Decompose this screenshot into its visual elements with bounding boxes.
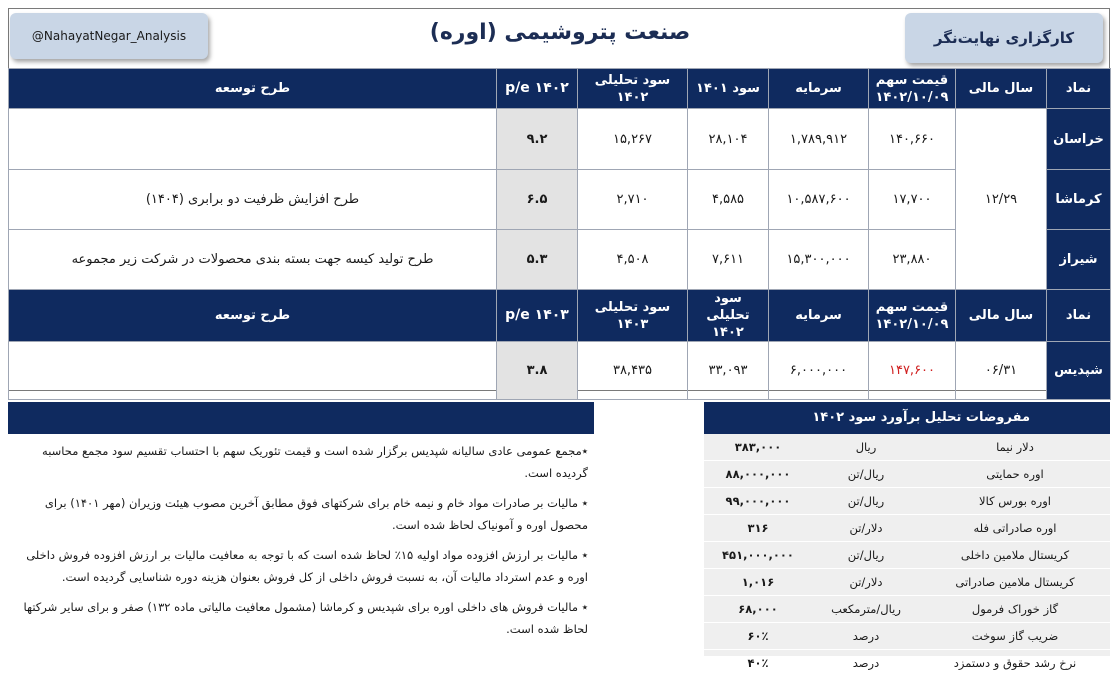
header-profit-1401: سود ۱۴۰۱ xyxy=(688,69,769,109)
header-pe: p/e ۱۴۰۲ xyxy=(497,69,578,109)
table-row xyxy=(9,342,1111,400)
header-fiscal: سال مالی xyxy=(956,290,1047,342)
assumption-label: نرخ رشد حقوق و دستمزد xyxy=(920,650,1110,677)
assumption-unit: ریال/تن xyxy=(812,461,920,488)
header-symbol: نماد xyxy=(1047,290,1111,342)
header-profit-analytic-1402: سود تحلیلی ۱۴۰۲ xyxy=(688,290,769,342)
row-pe: ۵.۳ xyxy=(497,230,578,290)
row-plan: طرح افزایش ظرفیت دو برابری (۱۴۰۴) xyxy=(9,170,497,230)
row-capital: ۱۰,۵۸۷,۶۰۰ xyxy=(769,170,869,230)
assumption-row xyxy=(704,569,1110,596)
stocks-table xyxy=(8,68,1111,400)
row-symbol: کرماشا xyxy=(1047,170,1111,230)
assumption-label: اوره بورس کالا xyxy=(920,488,1110,515)
assumption-value: ۳۸۳,۰۰۰ xyxy=(704,434,812,461)
assumption-row xyxy=(704,434,1110,461)
row-symbol: شپدیس xyxy=(1047,342,1111,400)
note-item: ٭ مالیات بر صادرات مواد خام و نیمه خام برای شرکتهای فوق مطابق آخرین مصوب هیئت وزیران (مهر ۱۴۰۱) برای محصول اوره و آمونیاک لحاظ شده است. xyxy=(44,496,588,532)
note-item: ٭ مالیات فروش های داخلی اوره برای شپدیس و کرماشا (مشمول معافیت مالیاتی ماده ۱۳۲) صفر و برای سایر شرکتها لحاظ شده است. xyxy=(23,600,588,636)
assumptions-panel xyxy=(704,434,1110,670)
table-row xyxy=(9,170,1111,230)
assumption-row xyxy=(704,596,1110,623)
note-item: ٭ مالیات بر ارزش افزوده مواد اولیه ۱۵٪ لحاظ شده است که با توجه به معافیت مالیات بر ارزش افزوده فروش داخلی اوره و عدم استرداد مالیات آن، به نسبت فروش داخلی از کل فروش بعنوان هزینه دوره شناسایی گردیده است. xyxy=(26,548,588,584)
row-plan xyxy=(9,109,497,170)
header-price: قیمت سهم ۱۴۰۲/۱۰/۰۹ xyxy=(869,290,956,342)
assumption-label: کریستال ملامین داخلی xyxy=(920,542,1110,569)
assumption-value: ۱,۰۱۶ xyxy=(704,569,812,596)
row-pe: ۳.۸ xyxy=(497,342,578,400)
assumption-value: ۶۰٪ xyxy=(704,623,812,650)
row-pe: ۶.۵ xyxy=(497,170,578,230)
row-profit-analytic: ۴,۵۰۸ xyxy=(578,230,688,290)
row-capital: ۱,۷۸۹,۹۱۲ xyxy=(769,109,869,170)
handle-badge xyxy=(10,13,208,59)
assumption-value: ۹۹,۰۰۰,۰۰۰ xyxy=(704,488,812,515)
header-plan: طرح توسعه xyxy=(9,290,497,342)
header-price: قیمت سهم ۱۴۰۲/۱۰/۰۹ xyxy=(869,69,956,109)
assumption-row xyxy=(704,542,1110,569)
assumption-label: اوره حمایتی xyxy=(920,461,1110,488)
table2-header-row xyxy=(9,290,1111,342)
row-profit-1401: ۷,۶۱۱ xyxy=(688,230,769,290)
row-profit-analytic-1403: ۳۸,۴۳۵ xyxy=(578,342,688,400)
row-symbol: شیراز xyxy=(1047,230,1111,290)
row-profit-analytic-1402: ۳۳,۰۹۳ xyxy=(688,342,769,400)
notes-section xyxy=(8,440,594,655)
assumption-unit: دلار/تن xyxy=(812,515,920,542)
table-row xyxy=(9,230,1111,290)
assumption-unit: ریال xyxy=(812,434,920,461)
assumption-value: ۴۵۱,۰۰۰,۰۰۰ xyxy=(704,542,812,569)
assumptions-title: مفروضات تحلیل برآورد سود ۱۴۰۲ xyxy=(704,402,1110,434)
assumption-unit: درصد xyxy=(812,623,920,650)
note-item: ٭مجمع عمومی عادی سالیانه شپدیس برگزار شده است و قیمت تئوریک سهم با احتساب تقسیم سود مجمع محاسبه گردیده است. xyxy=(42,444,588,480)
row-price: ۱۷,۷۰۰ xyxy=(869,170,956,230)
assumption-label: اوره صادراتی فله xyxy=(920,515,1110,542)
assumption-unit: ریال/مترمکعب xyxy=(812,596,920,623)
assumption-row xyxy=(704,461,1110,488)
assumption-unit: ریال/تن xyxy=(812,488,920,515)
assumption-value: ۳۱۶ xyxy=(704,515,812,542)
fiscal-year-cell: ۱۲/۲۹ xyxy=(956,109,1047,290)
row-capital: ۱۵,۳۰۰,۰۰۰ xyxy=(769,230,869,290)
assumptions-table xyxy=(704,434,1110,677)
assumption-row xyxy=(704,623,1110,650)
row-profit-analytic: ۲,۷۱۰ xyxy=(578,170,688,230)
assumption-label: کریستال ملامین صادراتی xyxy=(920,569,1110,596)
assumption-label: ضریب گاز سوخت xyxy=(920,623,1110,650)
broker-name: کارگزاری نهایت‌نگر xyxy=(933,29,1075,47)
row-price: ۲۳,۸۸۰ xyxy=(869,230,956,290)
row-profit-1401: ۴,۵۸۵ xyxy=(688,170,769,230)
assumption-unit: ریال/تن xyxy=(812,542,920,569)
header-pe: p/e ۱۴۰۳ xyxy=(497,290,578,342)
assumption-value: ۸۸,۰۰۰,۰۰۰ xyxy=(704,461,812,488)
assumption-unit: درصد xyxy=(812,650,920,677)
table-row xyxy=(9,109,1111,170)
assumption-row xyxy=(704,515,1110,542)
header-fiscal: سال مالی xyxy=(956,69,1047,109)
row-price: ۱۴۷,۶۰۰ xyxy=(869,342,956,400)
header-profit-analytic-1403: سود تحلیلی ۱۴۰۳ xyxy=(578,290,688,342)
assumption-row xyxy=(704,488,1110,515)
row-profit-1401: ۲۸,۱۰۴ xyxy=(688,109,769,170)
row-plan xyxy=(9,342,497,400)
row-profit-analytic: ۱۵,۲۶۷ xyxy=(578,109,688,170)
row-price: ۱۴۰,۶۶۰ xyxy=(869,109,956,170)
broker-badge xyxy=(905,13,1103,63)
handle-text: @NahayatNegar_Analysis xyxy=(31,29,187,43)
header-capital: سرمایه xyxy=(769,290,869,342)
row-pe: ۹.۲ xyxy=(497,109,578,170)
page-title: صنعت پتروشیمی (اوره) xyxy=(429,20,691,45)
header-profit-analytic: سود تحلیلی ۱۴۰۲ xyxy=(578,69,688,109)
notes-header-bar xyxy=(8,402,594,434)
assumption-unit: دلار/تن xyxy=(812,569,920,596)
header-symbol: نماد xyxy=(1047,69,1111,109)
row-fiscal: ۰۶/۳۱ xyxy=(956,342,1047,400)
assumption-value: ۴۰٪ xyxy=(704,650,812,677)
assumption-row xyxy=(704,650,1110,677)
assumption-label: گاز خوراک فرمول xyxy=(920,596,1110,623)
header-capital: سرمایه xyxy=(769,69,869,109)
assumption-value: ۶۸,۰۰۰ xyxy=(704,596,812,623)
header-plan: طرح توسعه xyxy=(9,69,497,109)
row-symbol: خراسان xyxy=(1047,109,1111,170)
row-plan: طرح تولید کیسه جهت بسته بندی محصولات در شرکت زیر مجموعه xyxy=(9,230,497,290)
row-capital: ۶,۰۰۰,۰۰۰ xyxy=(769,342,869,400)
table-header-row xyxy=(9,69,1111,109)
assumption-label: دلار نیما xyxy=(920,434,1110,461)
